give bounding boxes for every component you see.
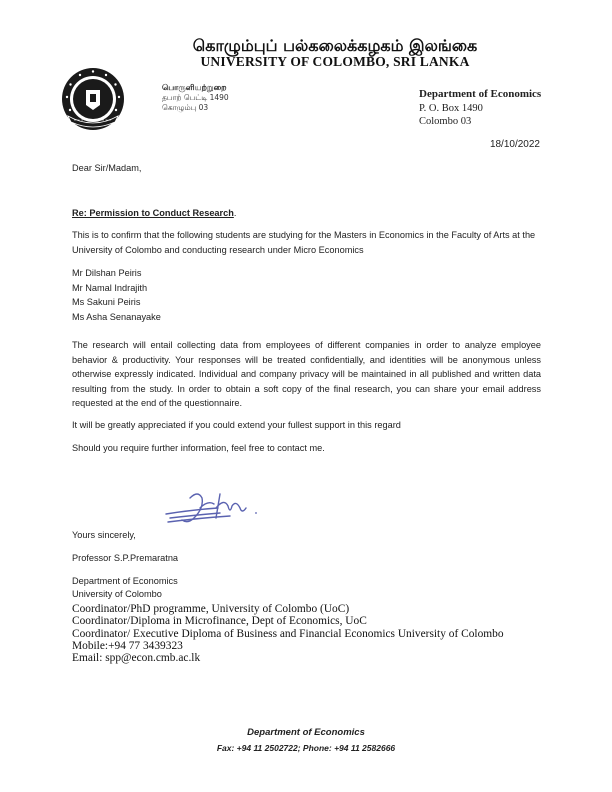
role-line: Coordinator/PhD programme, University of Colombo (UoC) <box>72 603 350 615</box>
role-line: Coordinator/Diploma in Microfinance, Dept of Economics, UoC <box>72 615 367 628</box>
email-address: Email: spp@econ.cmb.ac.lk <box>72 652 201 665</box>
university-crest-logo <box>60 66 126 132</box>
list-item: Ms Sakuni Peiris <box>72 297 141 307</box>
list-item: Ms Asha Senanayake <box>72 311 161 322</box>
mobile-number: Mobile:+94 77 3439323 <box>72 639 183 652</box>
paragraph-appreciation: It will be greatly appreciated if you could extend your fullest support in this regard <box>72 420 401 430</box>
letter-date: 18/10/2022 <box>489 139 540 150</box>
department-po-box: P. O. Box 1490 <box>419 102 483 114</box>
paragraph-contact: Should you require further information, feel free to contact me. <box>72 443 325 453</box>
signatory-department <box>72 575 178 601</box>
tamil-department-name: பொருளியற்றுறை <box>162 83 227 92</box>
footer-department: Department of Economics <box>247 727 365 738</box>
salutation: Dear Sir/Madam, <box>72 163 142 173</box>
list-item: Mr Namal Indrajith <box>72 282 148 293</box>
university-name-tamil: கொழும்புப் பல்கலைக்கழகம் இலங்கை <box>192 36 478 55</box>
university-name-english: UNIVERSITY OF COLOMBO, SRI LANKA <box>200 54 470 69</box>
department-address <box>419 88 569 129</box>
tamil-city: கொழும்பு 03 <box>162 103 209 112</box>
list-item: Mr Dilshan Peiris <box>72 268 142 278</box>
department-city: Colombo 03 <box>419 116 472 127</box>
handwritten-signature <box>160 488 270 528</box>
tamil-department-address <box>162 83 262 113</box>
tamil-po-box: தபாற் பெட்டி 1490 <box>162 93 229 102</box>
student-list <box>72 266 161 324</box>
signatory-roles <box>72 603 542 664</box>
subject-text: Re: Permission to Conduct Research <box>72 208 234 218</box>
signatory-university: University of Colombo <box>72 589 162 599</box>
paragraph-confirmation: This is to confirm that the following students are studying for the Masters in Economics in the Faculty of Arts at the University of Colombo and conducting research under Micro Economics <box>72 230 536 255</box>
signatory-department-name: Department of Economics <box>72 576 178 586</box>
subject-period: . <box>233 208 237 218</box>
closing: Yours sincerely, <box>72 530 136 540</box>
subject-line <box>72 206 541 221</box>
role-line: Coordinator/ Executive Diploma of Business and Financial Economics University of Colombo <box>72 627 504 640</box>
paragraph-research: The research will entail collecting data from employees of different companies in order to analyze employee behavior & productivity. Your responses will be treated confidentially, and identities will be anonymous unless otherwise expressly indicated. Individual and company privacy will be maintained in all published and written data resulting from the study. In order to obtain a soft copy of the final research, you can share your email address requested at the end of the questionnaire. <box>72 340 541 409</box>
department-name: Department of Economics <box>419 88 542 100</box>
signatory-name: Professor S.P.Premaratna <box>72 553 179 563</box>
footer-contact: Fax: +94 11 2502722; Phone: +94 11 2582666 <box>216 743 396 753</box>
